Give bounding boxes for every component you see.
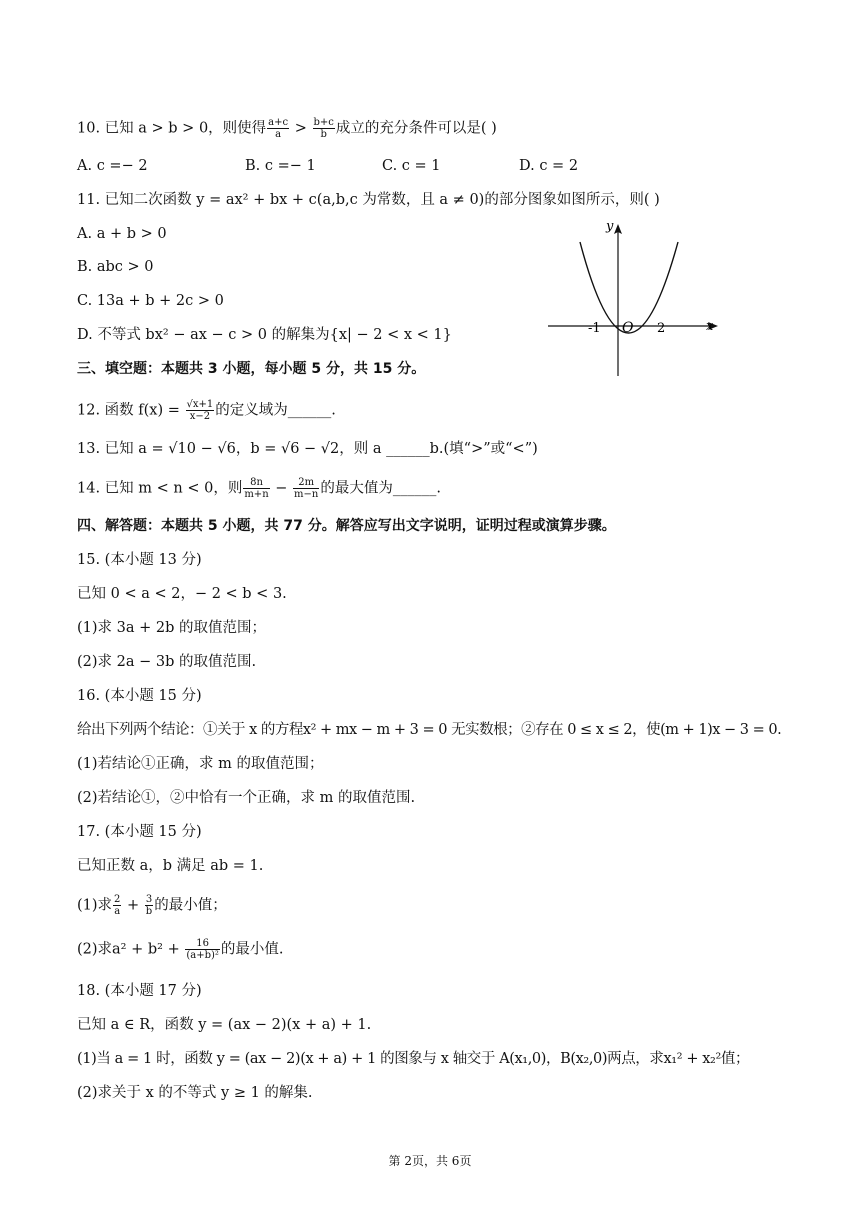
q10-frac2-den: b xyxy=(313,128,335,140)
q17-frac3-den: (a+b)² xyxy=(186,950,219,961)
page-footer: 第 2页，共 6页 xyxy=(388,1154,472,1168)
q10-frac1-num: a+c xyxy=(268,117,289,128)
q12-stem xyxy=(77,399,336,422)
tick-label-2: 2 xyxy=(657,321,666,336)
q10-fraction-2 xyxy=(313,117,335,140)
q10-stem-b: 成立的充分条件可以是( ) xyxy=(335,120,497,137)
q10-gt: > xyxy=(290,120,312,137)
q15-given: 已知 0 < a < 2，− 2 < b < 3. xyxy=(77,586,287,602)
q12-stem-a: 12. 函数 f(x) = xyxy=(77,402,185,419)
q17-part2-a: (2)求a² + b² + xyxy=(77,941,185,958)
q13-stem: 13. 已知 a = √10 − √6，b = √6 − √2，则 a ______b.(填“>”或“<”) xyxy=(77,441,538,457)
q14-stem-b: 的最大值为______. xyxy=(320,480,441,497)
y-axis-label: y xyxy=(606,219,614,234)
q11-option-a: A. a + b > 0 xyxy=(77,226,167,242)
q10-fraction-1 xyxy=(267,117,289,140)
q14-stem-a: 14. 已知 m < n < 0，则 xyxy=(77,480,243,497)
q11-option-c: C. 13a + b + 2c > 0 xyxy=(77,293,224,309)
q18-part1: (1)当 a = 1 时，函数 y = (ax − 2)(x + a) + 1 的图象与 x 轴交于 A(x₁,0)，B(x₂,0)两点，求x₁² + x₂²值； xyxy=(77,1051,750,1067)
q17-head: 17. (本小题 15 分) xyxy=(77,824,202,840)
q12-fraction xyxy=(186,399,215,422)
q17-part1-a: (1)求 xyxy=(77,897,113,914)
q18-part2: (2)求关于 x 的不等式 y ≥ 1 的解集. xyxy=(77,1085,313,1101)
q10-frac2-num: b+c xyxy=(313,117,334,128)
q17-fraction-3 xyxy=(185,938,220,961)
q18-head: 18. (本小题 17 分) xyxy=(77,983,202,999)
x-axis-label: x xyxy=(706,319,714,334)
q17-part1-b: 的最小值； xyxy=(154,897,227,914)
q14-frac2-den: m−n xyxy=(294,489,319,500)
q12-frac-num: √x+1 xyxy=(186,399,214,410)
q17-frac2-num: 3 xyxy=(145,894,153,905)
q10-frac1-den: a xyxy=(267,128,289,140)
q17-part2 xyxy=(77,938,284,961)
q15-part2: (2)求 2a − 3b 的取值范围. xyxy=(77,654,257,670)
q17-frac1-den: a xyxy=(114,906,121,917)
q11-stem: 11. 已知二次函数 y = ax² + bx + c(a,b,c 为常数，且 a ≠ 0)的部分图象如图所示，则( ) xyxy=(77,192,660,208)
q17-given: 已知正数 a，b 满足 ab = 1. xyxy=(77,858,264,874)
q16-head: 16. (本小题 15 分) xyxy=(77,688,202,704)
q17-frac2-den: b xyxy=(145,906,153,917)
q10-option-d: D. c = 2 xyxy=(519,158,579,174)
q11-option-b: B. abc > 0 xyxy=(77,259,154,275)
q12-frac-den: x−2 xyxy=(186,410,215,422)
q12-stem-b: 的定义域为______. xyxy=(215,402,336,419)
q14-frac2-num: 2m xyxy=(298,477,315,488)
q17-frac1-num: 2 xyxy=(114,894,121,905)
q14-fraction-2 xyxy=(293,477,319,500)
q15-part1: (1)求 3a + 2b 的取值范围； xyxy=(77,620,267,636)
q10-stem-a: 10. 已知 a > b > 0，则使得 xyxy=(77,120,267,137)
q10-option-b: B. c =− 1 xyxy=(245,158,316,174)
tick-label-neg1: -1 xyxy=(588,321,601,336)
q16-part2: (2)若结论①，②中恰有一个正确，求 m 的取值范围. xyxy=(77,790,416,806)
q18-given: 已知 a ∈ R，函数 y = (ax − 2)(x + a) + 1. xyxy=(77,1017,372,1033)
q14-frac1-den: m+n xyxy=(244,489,269,500)
q17-fraction-2 xyxy=(145,894,153,917)
q14-fraction-1 xyxy=(243,477,269,500)
q11-parabola-graph xyxy=(544,216,724,384)
origin-label: O xyxy=(622,320,634,336)
q10-option-c: C. c = 1 xyxy=(382,158,441,174)
q17-part1 xyxy=(77,894,227,917)
q10-stem xyxy=(77,117,497,140)
q17-frac3-num: 16 xyxy=(196,938,209,949)
section-4-heading: 四、解答题：本题共 5 小题，共 77 分。解答应写出文字说明，证明过程或演算步骤。 xyxy=(77,518,616,534)
q16-given: 给出下列两个结论：①关于 x 的方程x² + mx − m + 3 = 0 无实数根；②存在 0 ≤ x ≤ 2，使(m + 1)x − 3 = 0. xyxy=(77,722,782,738)
q17-fraction-1 xyxy=(113,894,121,917)
q16-part1: (1)若结论①正确，求 m 的取值范围； xyxy=(77,756,324,772)
q17-plus: + xyxy=(122,897,144,914)
section-3-heading: 三、填空题：本题共 3 小题，每小题 5 分，共 15 分。 xyxy=(77,361,426,377)
q11-option-d: D. 不等式 bx² − ax − c > 0 的解集为{x| − 2 < x < 1} xyxy=(77,327,452,343)
q14-stem xyxy=(77,477,441,500)
q10-option-a: A. c =− 2 xyxy=(77,158,148,174)
q14-frac1-num: 8n xyxy=(250,477,263,488)
q15-head: 15. (本小题 13 分) xyxy=(77,552,202,568)
q14-minus: − xyxy=(270,480,293,497)
q17-part2-b: 的最小值. xyxy=(220,941,284,958)
